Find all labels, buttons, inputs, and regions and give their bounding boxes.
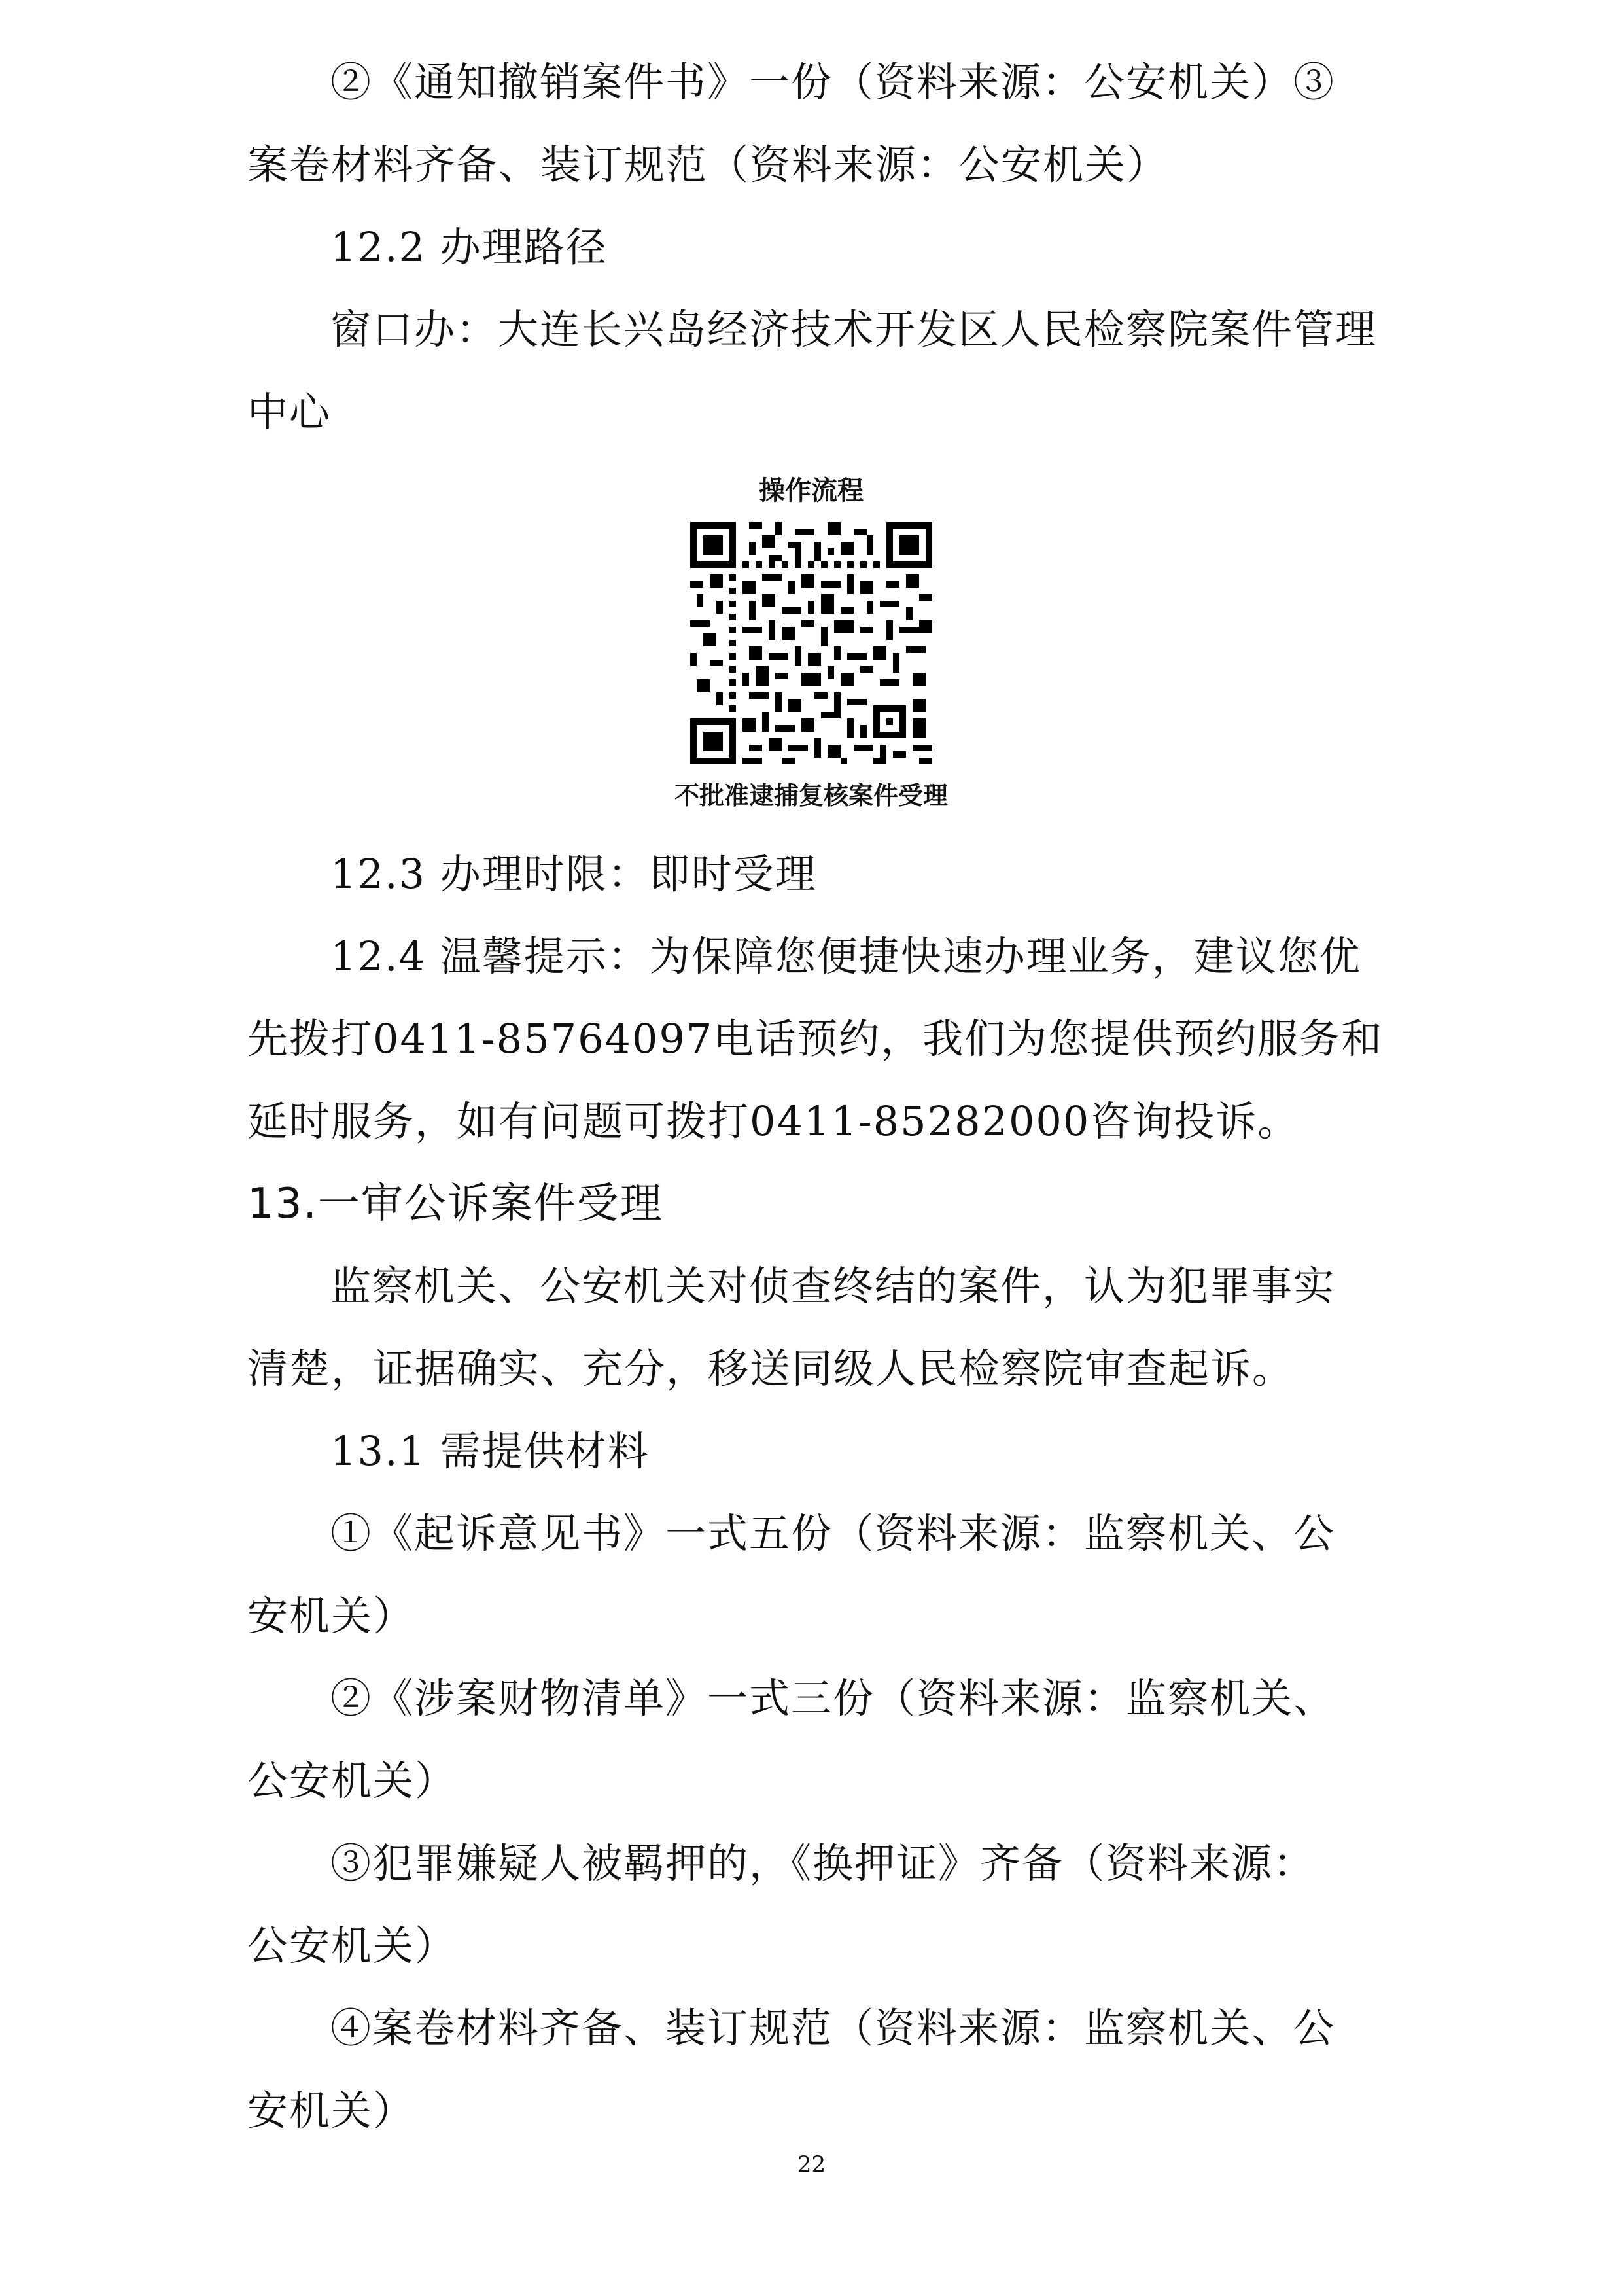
page-number: 22 (797, 2151, 826, 2178)
list-item: ①《起诉意见书》一式五份（资料来源：监察机关、公 (330, 1510, 1336, 1557)
section-heading-12-2: 12.2 办理路径 (330, 223, 608, 271)
list-item-continuation: 公安机关） (247, 1922, 457, 1969)
qr-figure (654, 472, 968, 814)
list-item-continuation: 安机关） (247, 2087, 415, 2134)
list-item-continuation: 安机关） (247, 1592, 415, 1640)
section-heading-12-4: 12.4 温馨提示：为保障您便捷快速办理业务，建议您优 (330, 932, 1361, 980)
paragraph-line: 窗口办：大连长兴岛经济技术开发区人民检察院案件管理 (330, 306, 1378, 353)
qr-caption: 不批准逮捕复核案件受理 (674, 781, 948, 810)
paragraph-line: 中心 (247, 388, 332, 436)
list-item-continuation: 公安机关） (247, 1757, 457, 1805)
section-heading-13: 13.一审公诉案件受理 (247, 1180, 663, 1228)
section-heading-13-1: 13.1 需提供材料 (330, 1427, 650, 1475)
list-item: ③犯罪嫌疑人被羁押的，《换押证》齐备（资料来源： (330, 1839, 1316, 1887)
paragraph-line: 先拨打0411-85764097电话预约，我们为您提供预约服务和 (247, 1015, 1384, 1063)
section-heading-12-3: 12.3 办理时限：即时受理 (330, 850, 817, 898)
paragraph-line: 监察机关、公安机关对侦查终结的案件，认为犯罪事实 (330, 1262, 1336, 1310)
paragraph-line: 清楚，证据确实、充分，移送同级人民检察院审查起诉。 (247, 1345, 1295, 1392)
paragraph-line: 案卷材料齐备、装订规范（资料来源：公安机关） (247, 141, 1169, 188)
list-item: ②《涉案财物清单》一式三份（资料来源：监察机关、 (330, 1674, 1336, 1722)
qr-code-icon[interactable] (690, 522, 932, 764)
qr-title: 操作流程 (759, 476, 864, 506)
paragraph-line: ②《通知撤销案件书》一份（资料来源：公安机关）③ (330, 58, 1336, 106)
paragraph-line: 延时服务，如有问题可拨打0411-85282000咨询投诉。 (247, 1097, 1300, 1145)
list-item: ④案卷材料齐备、装订规范（资料来源：监察机关、公 (330, 2004, 1336, 2052)
